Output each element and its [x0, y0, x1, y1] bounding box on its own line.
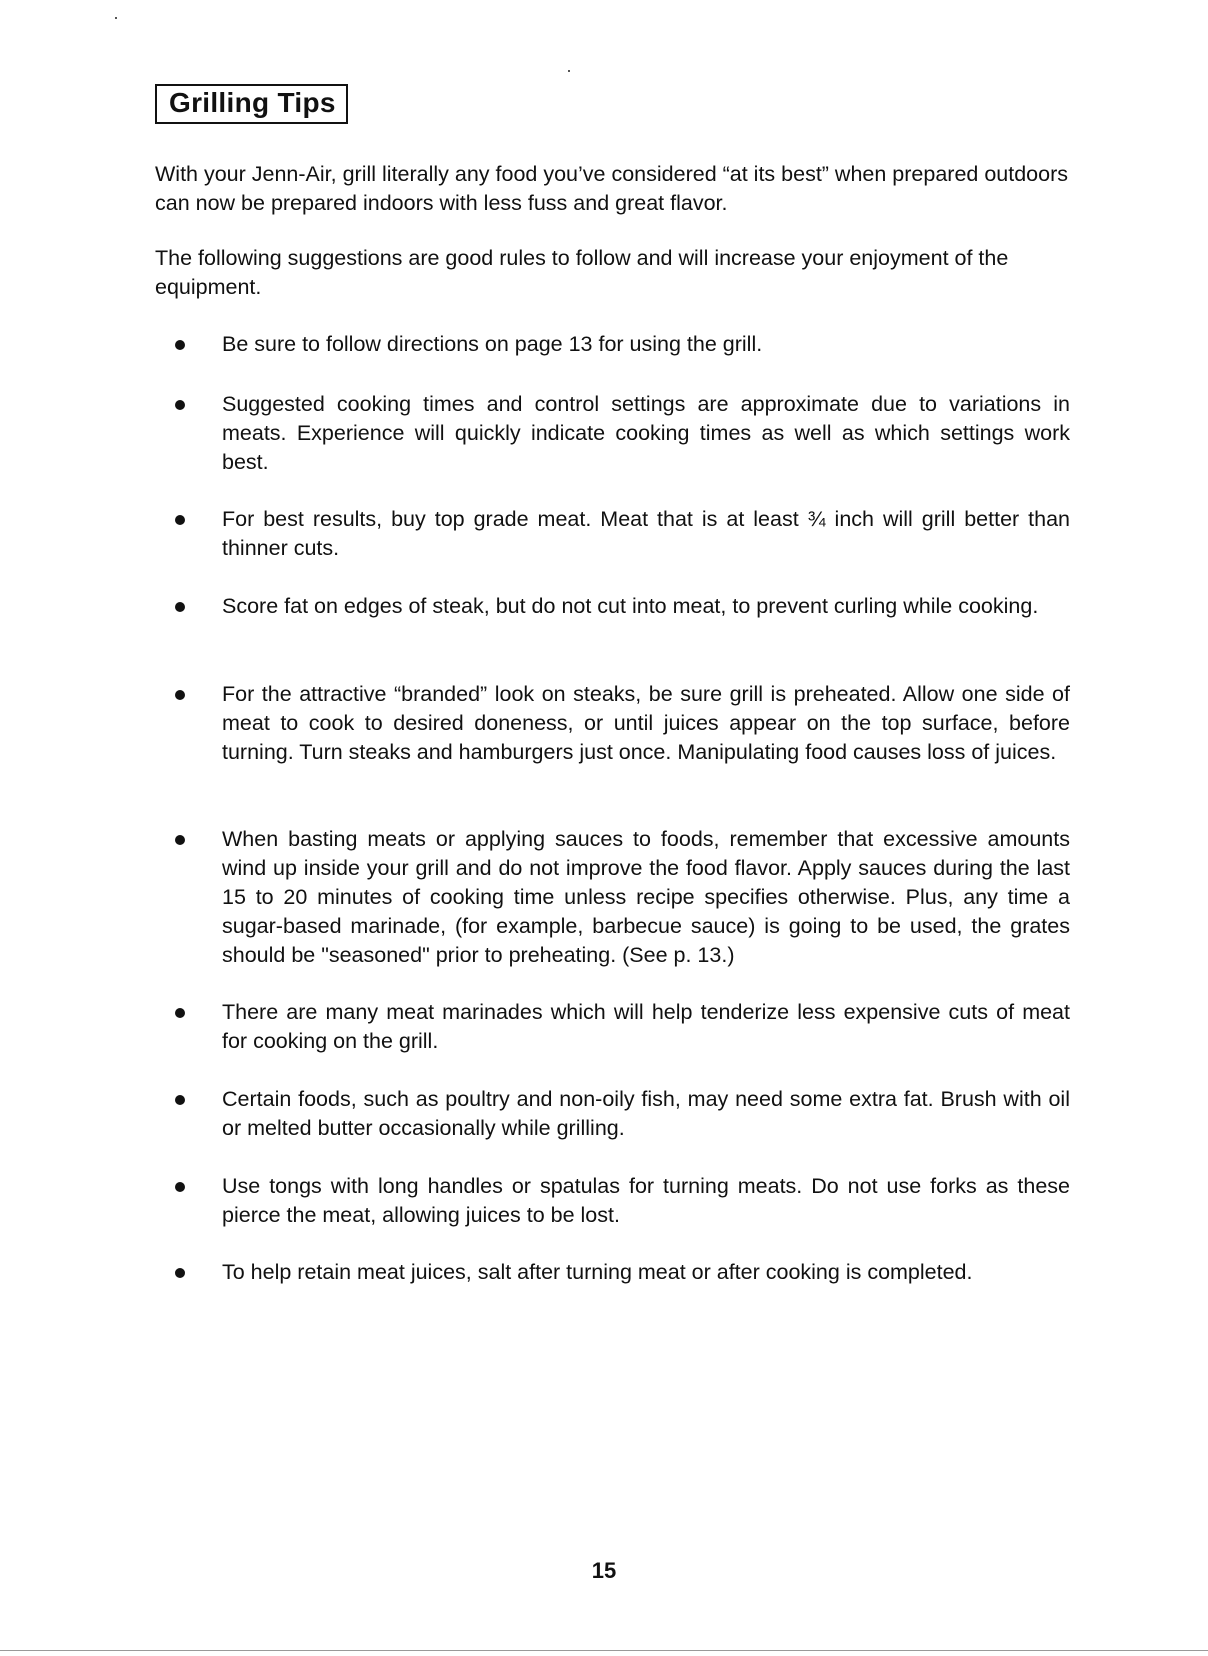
bullet-icon — [175, 1008, 185, 1018]
tip-text: For best results, buy top grade meat. Meat that is at least ¾ inch will grill better than thinner cuts. — [222, 507, 1070, 560]
tip-text: Score fat on edges of steak, but do not cut into meat, to prevent curling while cooking. — [222, 594, 1039, 618]
bullet-icon — [175, 1095, 185, 1105]
tip-item — [175, 1172, 1070, 1230]
bullet-icon — [175, 1268, 185, 1278]
tip-text: Be sure to follow directions on page 13 for using the grill. — [222, 332, 763, 356]
section-title-box — [155, 84, 348, 124]
tip-item — [175, 592, 1070, 621]
intro-paragraph-1: With your Jenn-Air, grill literally any food you’ve considered “at its best” when prepared outdoors can now be prepared indoors with less fuss and great flavor. — [155, 162, 1069, 215]
tip-item — [175, 825, 1070, 970]
tip-text: For the attractive “branded” look on steaks, be sure grill is preheated. Allow one side of meat to cook to desired doneness, or until juices appear on the top surface, before turning. Turn steaks and hamburgers just once. Manipulating food causes loss of juices. — [222, 682, 1070, 764]
bullet-icon — [175, 1182, 185, 1192]
scan-speck — [115, 17, 117, 19]
tip-text: To help retain meat juices, salt after turning meat or after cooking is completed. — [222, 1260, 973, 1284]
scan-speck — [568, 70, 570, 72]
tip-item — [175, 505, 1070, 563]
tip-item — [175, 680, 1070, 767]
tip-text: When basting meats or applying sauces to foods, remember that excessive amounts wind up inside your grill and do not improve the food flavor. Apply sauces during the last 15 to 20 minutes of cooking time unless recipe specifies otherwise. Plus, any time a sugar-based marinade, (for example, barbecue sauce) is going to be used, the grates should be "seasoned" prior to preheating. (See p. 13.) — [222, 827, 1070, 967]
tip-text: There are many meat marinades which will help tenderize less expensive cuts of meat for cooking on the grill. — [222, 1000, 1070, 1053]
bullet-icon — [175, 602, 185, 612]
tip-item — [175, 998, 1070, 1056]
tip-item — [175, 330, 1070, 359]
section-title: Grilling Tips — [169, 87, 336, 118]
intro-paragraph-2: The following suggestions are good rules to follow and will increase your enjoyment of the equipment. — [155, 246, 1009, 299]
page-number: 15 — [591, 1558, 617, 1583]
scan-edge — [0, 1650, 1208, 1651]
tip-item — [175, 1258, 1070, 1287]
bullet-icon — [175, 515, 185, 525]
tip-text: Certain foods, such as poultry and non-oily fish, may need some extra fat. Brush with oil or melted butter occasionally while grilling. — [222, 1087, 1070, 1140]
tip-text: Suggested cooking times and control settings are approximate due to variations in meats. Experience will quickly indicate cooking times as well as which settings work best. — [222, 392, 1070, 474]
bullet-icon — [175, 690, 185, 700]
tip-item — [175, 1085, 1070, 1143]
tip-item — [175, 390, 1070, 477]
tip-text: Use tongs with long handles or spatulas for turning meats. Do not use forks as these pierce the meat, allowing juices to be lost. — [222, 1174, 1070, 1227]
bullet-icon — [175, 340, 185, 350]
bullet-icon — [175, 835, 185, 845]
bullet-icon — [175, 400, 185, 410]
